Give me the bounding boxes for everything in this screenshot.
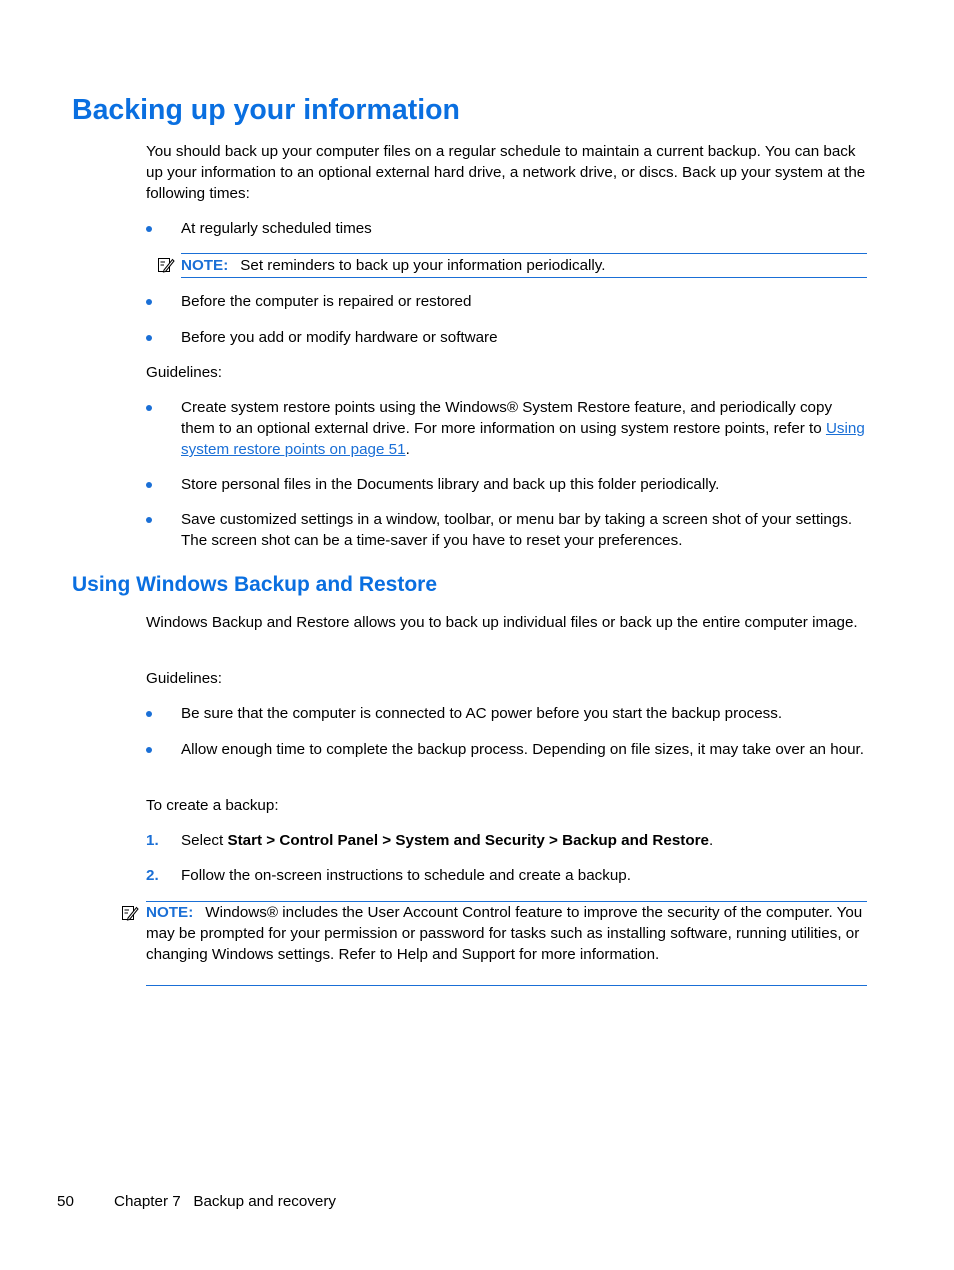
list-item: Before the computer is repaired or restored xyxy=(146,291,868,312)
note-pencil-icon xyxy=(157,256,175,274)
note-box xyxy=(146,901,867,986)
step-item: 1. Select Start > Control Panel > System and Security > Backup and Restore. xyxy=(146,832,714,849)
restore-points-link[interactable]: Using system restore points on page 51 xyxy=(181,420,865,458)
list-item: Allow enough time to complete the backup process. Depending on file sizes, it may take over an hour. xyxy=(146,739,868,760)
create-backup-label: To create a backup: xyxy=(146,797,279,814)
note-label: NOTE: xyxy=(181,257,229,274)
list-item: At regularly scheduled times xyxy=(146,218,868,239)
page-number: 50 xyxy=(57,1193,74,1210)
bullet-icon xyxy=(146,405,152,411)
list-item: Create system restore points using the Windows® System Restore feature, and periodically copy them to an optional external drive. For more information on using system restore points, refer to Using system restore points on page 51. xyxy=(146,397,868,460)
guidelines-label: Guidelines: xyxy=(146,364,222,381)
bullet-icon xyxy=(146,711,152,717)
step-number: 1. xyxy=(146,832,159,849)
note-text: Set reminders to back up your information periodically. xyxy=(240,257,606,274)
list-item: Save customized settings in a window, toolbar, or menu bar by taking a screen shot of your settings. The screen shot can be a time-saver if you have to reset your preferences. xyxy=(146,509,868,551)
step-number: 2. xyxy=(146,867,159,884)
bullet-icon xyxy=(146,747,152,753)
section-intro: Windows Backup and Restore allows you to back up individual files or back up the entire computer image. xyxy=(146,614,858,631)
list-item: Store personal files in the Documents library and back up this folder periodically. xyxy=(146,474,868,495)
list-item: Before you add or modify hardware or software xyxy=(146,327,868,348)
note-text: Windows® includes the User Account Control feature to improve the security of the computer. You may be prompted for your permission or password for tasks such as installing software, running utilities, or changing Windows settings. Refer to Help and Support for more information. xyxy=(146,904,863,963)
menu-path: Start > Control Panel > System and Security > Backup and Restore xyxy=(227,832,709,849)
chapter-footer: Chapter 7 Backup and recovery xyxy=(114,1193,337,1210)
bullet-icon xyxy=(146,299,152,305)
intro-paragraph: You should back up your computer files on a regular schedule to maintain a current backup. You can back up your information to an optional external hard drive, a network drive, or discs. Back up your system at the following times: xyxy=(146,143,866,202)
bullet-icon xyxy=(146,226,152,232)
section-heading: Using Windows Backup and Restore xyxy=(72,573,438,596)
note-box xyxy=(181,253,867,278)
guidelines-label: Guidelines: xyxy=(146,670,222,687)
list-item: Be sure that the computer is connected to AC power before you start the backup process. xyxy=(146,703,868,724)
bullet-icon xyxy=(146,335,152,341)
bullet-icon xyxy=(146,482,152,488)
note-label: NOTE: xyxy=(146,904,194,921)
note-pencil-icon xyxy=(121,904,139,922)
page-title: Backing up your information xyxy=(72,94,460,126)
step-item: 2. Follow the on-screen instructions to schedule and create a backup. xyxy=(146,867,631,884)
bullet-icon xyxy=(146,517,152,523)
